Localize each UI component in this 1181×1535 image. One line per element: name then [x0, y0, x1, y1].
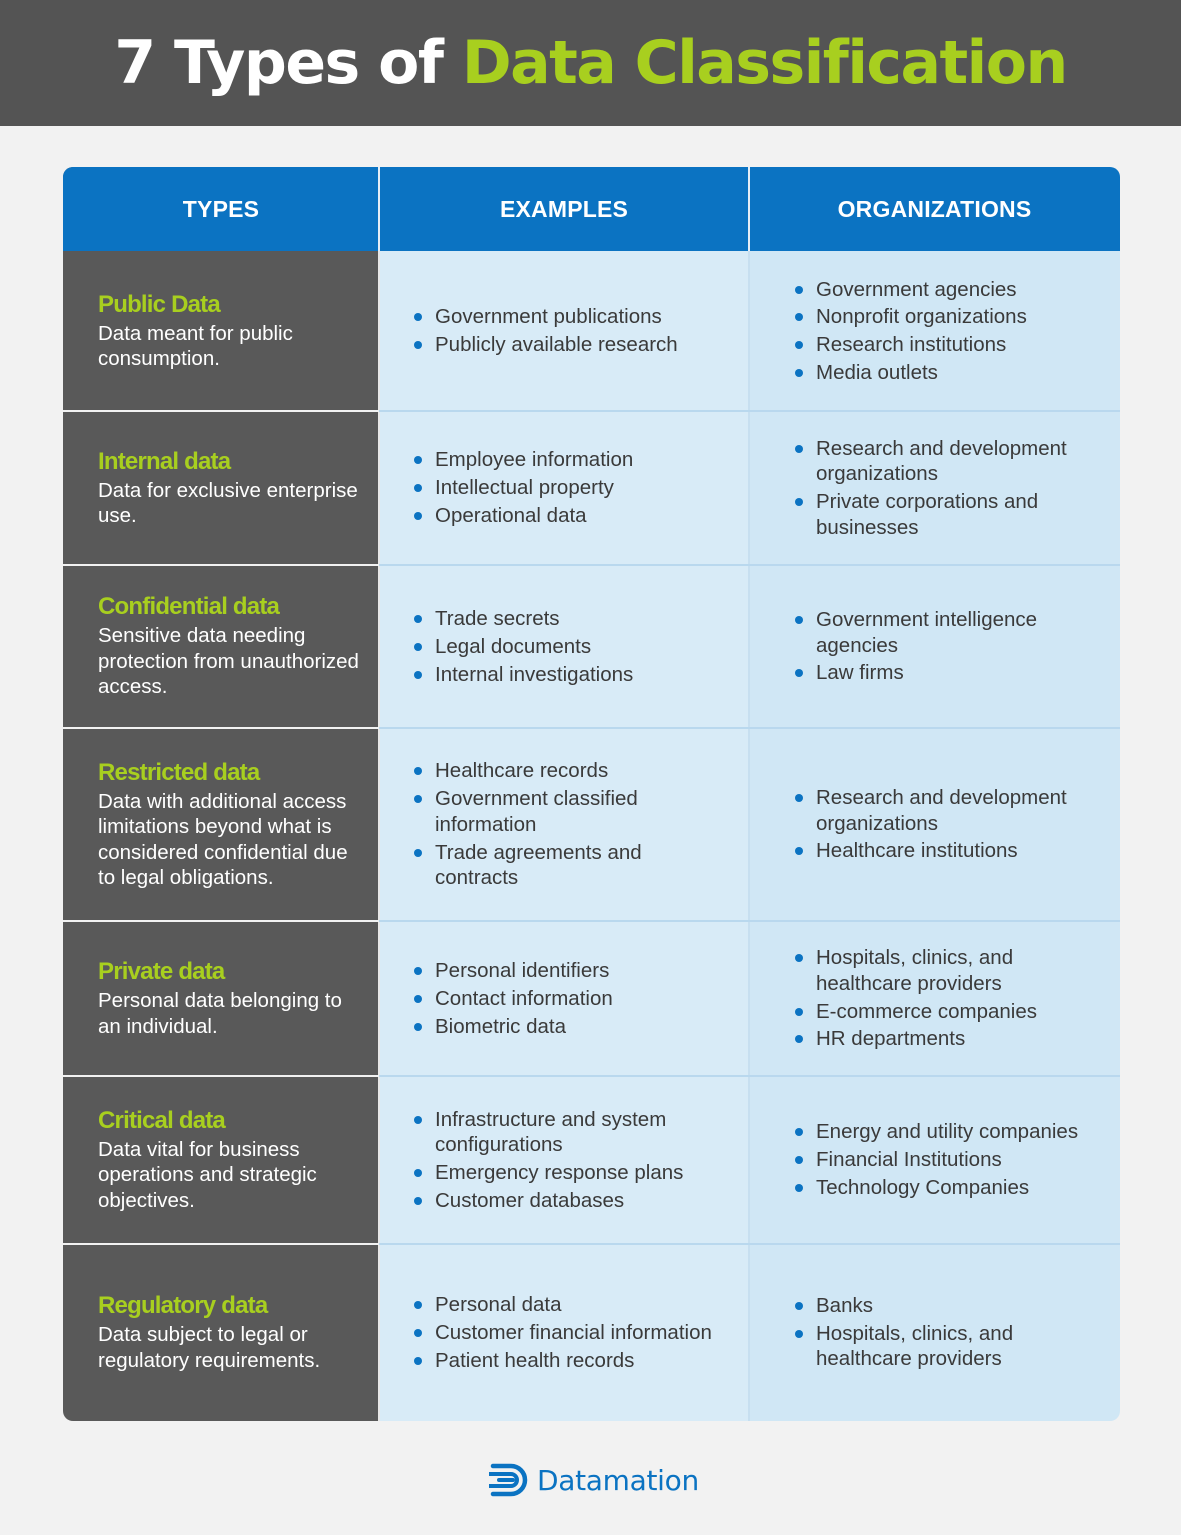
type-description: Data with additional access limitations beyond what is considered confidential due to legal obligations.: [98, 789, 348, 889]
type-cell: [63, 921, 379, 1076]
bullet-icon: [414, 1329, 422, 1337]
bullet-icon: [414, 484, 422, 492]
organization-item-text: Government agencies: [816, 277, 1017, 301]
examples-cell-list: [435, 956, 729, 1042]
type-name: Private data: [98, 958, 225, 985]
example-item: [435, 606, 729, 632]
type-cell: [63, 728, 379, 921]
example-item: [435, 304, 729, 330]
example-item: [435, 475, 729, 501]
organization-item-text: Research and development organizations: [816, 436, 1067, 486]
organizations-cell: [749, 728, 1120, 921]
example-item: [435, 758, 729, 784]
bullet-icon: [414, 615, 422, 623]
bullet-icon: [795, 669, 803, 677]
type-name: Confidential data: [98, 593, 280, 621]
bullet-icon: [414, 767, 422, 775]
example-item-text: Trade agreements and contracts: [435, 840, 642, 890]
bullet-icon: [795, 1128, 803, 1136]
organization-item-text: Private corporations and businesses: [816, 490, 1039, 539]
organization-item: [816, 1026, 1100, 1052]
type-description: Data meant for public consumption.: [98, 321, 293, 370]
bullet-icon: [414, 967, 422, 975]
page-title: [114, 28, 1066, 98]
header-examples: EXAMPLES: [499, 195, 629, 222]
organization-item: [816, 1293, 1100, 1319]
organization-item-text: Hospitals, clinics, and healthcare providers: [816, 946, 1014, 995]
bullet-icon: [795, 313, 803, 321]
example-item-text: Healthcare records: [435, 759, 609, 783]
organization-item: [816, 489, 1100, 540]
organization-item-text: Banks: [816, 1294, 873, 1318]
organization-item: [816, 607, 1100, 658]
bullet-icon: [795, 369, 803, 377]
example-item-text: Intellectual property: [435, 476, 614, 500]
table-header: [63, 167, 1120, 251]
type-cell: [63, 411, 379, 565]
organization-item: [816, 277, 1100, 303]
bullet-icon: [414, 1116, 422, 1124]
example-item: [435, 503, 729, 529]
example-item: [435, 1348, 729, 1374]
organization-item: [816, 785, 1100, 836]
example-item-text: Government classified information: [435, 787, 638, 836]
organization-item: [816, 1119, 1100, 1145]
type-description: Sensitive data needing protection from unauthorized access.: [98, 624, 359, 699]
bullet-icon: [414, 1301, 422, 1309]
bullet-icon: [795, 341, 803, 349]
organizations-cell-list: [816, 274, 1100, 387]
type-description: Data vital for business operations and strategic objectives.: [98, 1137, 317, 1212]
example-item: [435, 1188, 729, 1214]
examples-cell-list: [435, 604, 729, 690]
organization-item-text: Technology Companies: [816, 1176, 1030, 1200]
examples-cell: [379, 1244, 749, 1421]
table-row: [63, 728, 1120, 921]
bullet-icon: [795, 616, 803, 624]
organization-item: [816, 1147, 1100, 1173]
examples-cell-list: [435, 445, 729, 531]
bullet-icon: [795, 498, 803, 506]
example-item-text: Patient health records: [435, 1348, 635, 1372]
table-row: [63, 565, 1120, 728]
bullet-icon: [795, 1184, 803, 1192]
organizations-cell: [749, 921, 1120, 1076]
example-item: [435, 1320, 729, 1346]
brand-name: Datamation: [537, 1463, 699, 1497]
organization-item-text: Law firms: [816, 661, 904, 685]
organization-item-text: Nonprofit organizations: [816, 305, 1027, 329]
example-item: [435, 447, 729, 473]
example-item-text: Personal identifiers: [435, 958, 610, 982]
example-item-text: Emergency response plans: [435, 1161, 684, 1184]
bullet-icon: [414, 995, 422, 1003]
example-item-text: Personal data: [435, 1292, 562, 1316]
organization-item-text: Media outlets: [816, 360, 938, 384]
organization-item-text: E-commerce companies: [816, 999, 1038, 1023]
example-item-text: Legal documents: [435, 634, 592, 658]
bullet-icon: [414, 643, 422, 651]
example-item-text: Government publications: [435, 305, 662, 329]
example-item: [435, 332, 729, 358]
example-item-text: Customer databases: [435, 1188, 625, 1212]
bullet-icon: [795, 847, 803, 855]
examples-cell: [379, 921, 749, 1076]
example-item: [435, 786, 729, 837]
header-types: TYPES: [182, 195, 260, 222]
organizations-cell-list: [816, 1291, 1100, 1374]
bullet-icon: [414, 1169, 422, 1177]
example-item: [435, 1160, 729, 1186]
bullet-icon: [414, 795, 422, 803]
example-item: [435, 662, 729, 688]
organizations-cell: [749, 565, 1120, 728]
example-item: [435, 1292, 729, 1318]
organization-item: [816, 999, 1100, 1025]
bullet-icon: [795, 286, 803, 294]
organization-item-text: Financial Institutions: [816, 1148, 1002, 1172]
organizations-cell: [749, 1076, 1120, 1244]
organization-item: [816, 304, 1100, 330]
table-row: [63, 1244, 1120, 1421]
bullet-icon: [795, 1330, 803, 1338]
organizations-cell-list: [816, 434, 1100, 543]
example-item-text: Customer financial information: [435, 1320, 712, 1344]
organization-item-text: Energy and utility companies: [816, 1120, 1079, 1144]
type-name: Internal data: [98, 447, 231, 475]
examples-cell: [379, 728, 749, 921]
type-description: Personal data belonging to an individual.: [98, 989, 342, 1038]
example-item-text: Trade secrets: [435, 606, 560, 630]
examples-cell-list: [435, 1104, 729, 1215]
example-item-text: Biometric data: [435, 1014, 567, 1038]
example-item-text: Publicly available research: [435, 333, 678, 357]
type-name: Regulatory data: [98, 1292, 268, 1319]
header-organizations: ORGANIZATIONS: [837, 195, 1032, 222]
header-divider: [378, 167, 380, 251]
organizations-cell: [749, 411, 1120, 565]
examples-cell: [379, 411, 749, 565]
type-description: Data subject to legal or regulatory requirements.: [98, 1323, 321, 1372]
example-item: [435, 986, 729, 1012]
table-row: [63, 921, 1120, 1076]
organization-item: [816, 360, 1100, 386]
bullet-icon: [795, 445, 803, 453]
table-row: [63, 251, 1120, 411]
bullet-icon: [414, 849, 422, 857]
brand-logo: [489, 1461, 699, 1499]
organization-item-text: Government intelligence agencies: [816, 608, 1038, 657]
example-item: [435, 634, 729, 660]
organizations-cell-list: [816, 943, 1100, 1054]
organizations-cell-list: [816, 1117, 1100, 1203]
bullet-icon: [414, 1197, 422, 1205]
type-cell: [63, 1244, 379, 1421]
organizations-cell-list: [816, 605, 1100, 688]
organizations-cell-list: [816, 783, 1100, 866]
examples-cell: [379, 251, 749, 411]
examples-cell: [379, 1076, 749, 1244]
bullet-icon: [414, 313, 422, 321]
organization-item-text: Hospitals, clinics, and healthcare providers: [816, 1321, 1014, 1371]
type-description: Data for exclusive enterprise use.: [98, 478, 358, 527]
organization-item: [816, 838, 1100, 864]
organization-item: [816, 332, 1100, 358]
organization-item-text: Research and development organizations: [816, 786, 1067, 835]
bullet-icon: [414, 1023, 422, 1031]
type-name: Critical data: [98, 1106, 225, 1134]
examples-cell-list: [435, 302, 729, 360]
organization-item-text: Healthcare institutions: [816, 839, 1018, 863]
type-cell: [63, 565, 379, 728]
organization-item-text: HR departments: [816, 1027, 966, 1051]
example-item-text: Infrastructure and system configurations: [435, 1107, 667, 1157]
bullet-icon: [414, 1357, 422, 1365]
organization-item: [816, 660, 1100, 686]
example-item: [435, 958, 729, 984]
bullet-icon: [414, 512, 422, 520]
bullet-icon: [414, 671, 422, 679]
organizations-cell: [749, 251, 1120, 411]
bullet-icon: [795, 1035, 803, 1043]
header-divider: [748, 167, 750, 251]
bullet-icon: [795, 794, 803, 802]
bullet-icon: [795, 1008, 803, 1016]
type-cell: [63, 1076, 379, 1244]
examples-cell-list: [435, 1290, 729, 1376]
organizations-cell: [749, 1244, 1120, 1421]
organization-item-text: Research institutions: [816, 333, 1007, 357]
bullet-icon: [795, 1156, 803, 1164]
organization-item: [816, 1175, 1100, 1201]
examples-cell-list: [435, 756, 729, 893]
bullet-icon: [414, 456, 422, 464]
bullet-icon: [795, 1302, 803, 1310]
type-name: Public Data: [98, 290, 220, 318]
example-item: [435, 1014, 729, 1040]
example-item: [435, 1107, 729, 1158]
type-cell: [63, 251, 379, 411]
classification-table: [63, 167, 1120, 1421]
example-item-text: Employee information: [435, 448, 634, 472]
datamation-logo-icon: [489, 1463, 531, 1497]
organization-item: [816, 436, 1100, 487]
type-name: Restricted data: [98, 758, 260, 786]
examples-cell: [379, 565, 749, 728]
example-item-text: Internal investigations: [435, 662, 634, 686]
example-item-text: Operational data: [435, 504, 587, 528]
bullet-icon: [414, 341, 422, 349]
table-row: [63, 411, 1120, 565]
organization-item: [816, 945, 1100, 996]
title-part1: 7 Types of: [114, 28, 443, 98]
table-row: [63, 1076, 1120, 1244]
example-item-text: Contact information: [435, 986, 613, 1010]
title-part2: Data Classification: [461, 28, 1067, 98]
title-banner: [0, 0, 1181, 126]
bullet-icon: [795, 954, 803, 962]
organization-item: [816, 1321, 1100, 1372]
example-item: [435, 840, 729, 891]
